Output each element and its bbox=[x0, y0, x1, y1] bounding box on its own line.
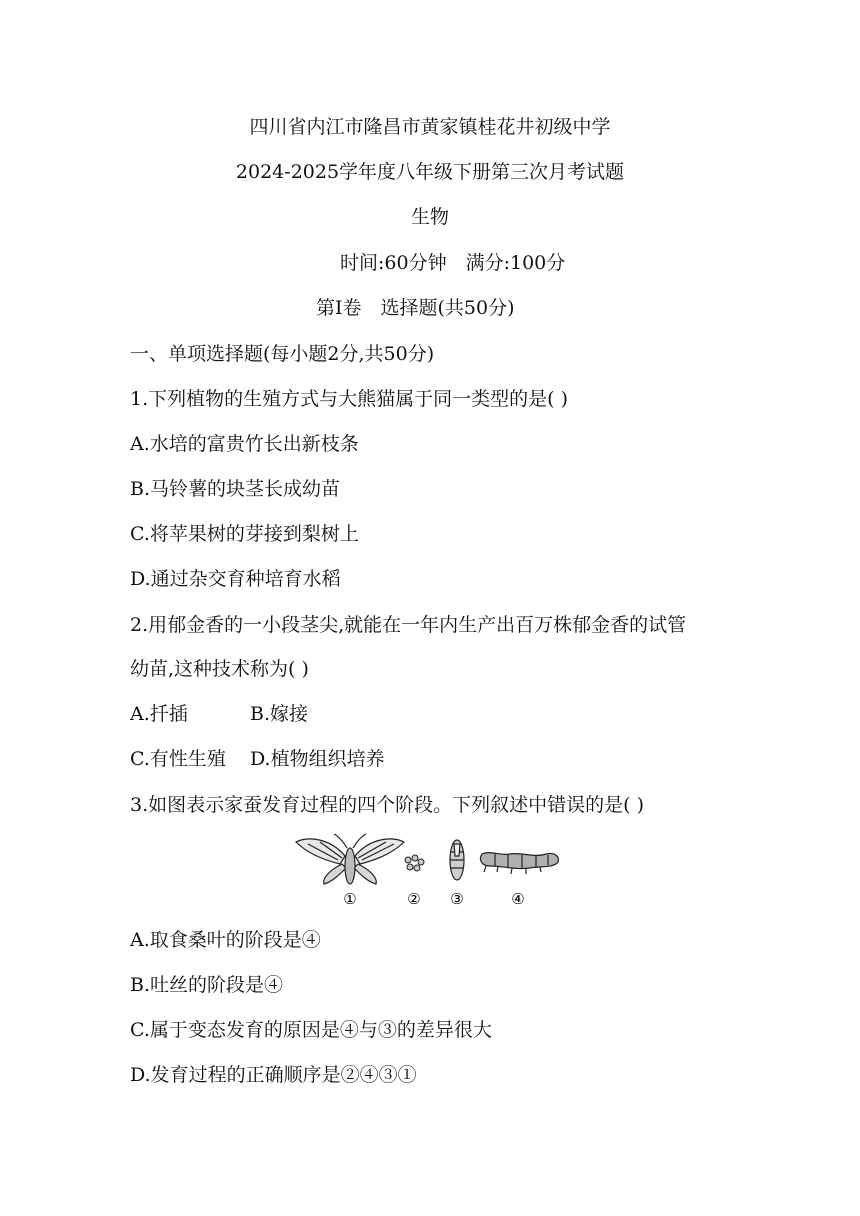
question-2-options-row1 bbox=[130, 701, 530, 727]
question-1-stem: 1.下列植物的生殖方式与大熊猫属于同一类型的是( ) bbox=[130, 388, 568, 410]
question-1-option-a: A.水培的富贵竹长出新枝条 bbox=[130, 433, 359, 455]
question-1-option-c: C.将苹果树的芽接到梨树上 bbox=[130, 523, 359, 545]
question-1-option-d: D.通过杂交育种培育水稻 bbox=[130, 568, 341, 590]
question-1-option-b: B.马铃薯的块茎长成幼苗 bbox=[130, 478, 341, 500]
question-3-option-c: C.属于变态发育的原因是④与③的差异很大 bbox=[130, 1019, 492, 1041]
question-2-option-a: A.扦插 bbox=[130, 703, 188, 725]
question-2-option-d: D.植物组织培养 bbox=[250, 748, 385, 770]
question-3-option-d: D.发育过程的正确顺序是②④③① bbox=[130, 1064, 417, 1086]
subject: 生物 bbox=[410, 206, 449, 228]
figure-label-3: ③ bbox=[450, 890, 464, 908]
eggs-icon bbox=[405, 855, 424, 871]
question-3-option-b: B.吐丝的阶段是④ bbox=[130, 974, 284, 996]
section-title: 一、单项选择题(每小题2分,共50分) bbox=[130, 343, 435, 365]
figure-label-4: ④ bbox=[511, 890, 525, 908]
silkworm-stages-illustration bbox=[290, 828, 570, 910]
question-2-stem-line2: 幼苗,这种技术称为( ) bbox=[130, 658, 309, 680]
question-2-option-c: C.有性生殖 bbox=[130, 748, 226, 770]
silkworm-figure bbox=[290, 828, 570, 910]
pupa-icon bbox=[450, 840, 464, 880]
exam-title: 2024-2025学年度八年级下册第三次月考试题 bbox=[235, 161, 625, 183]
time-score: 时间:60分钟 满分:100分 bbox=[340, 252, 566, 274]
figure-label-1: ① bbox=[343, 890, 357, 908]
question-3-stem: 3.如图表示家蚕发育过程的四个阶段。下列叙述中错误的是( ) bbox=[130, 794, 644, 816]
part-title: 第Ⅰ卷 选择题(共50分) bbox=[316, 297, 515, 319]
question-2-option-b: B.嫁接 bbox=[250, 703, 309, 725]
question-2-stem-line1: 2.用郁金香的一小段茎尖,就能在一年内生产出百万株郁金香的试管 bbox=[130, 614, 687, 636]
figure-label-2: ② bbox=[407, 890, 421, 908]
moth-icon bbox=[296, 834, 404, 884]
larva-icon bbox=[480, 853, 558, 874]
question-3-option-a: A.取食桑叶的阶段是④ bbox=[130, 929, 321, 951]
school-name: 四川省内江市隆昌市黄家镇桂花井初级中学 bbox=[249, 116, 611, 138]
question-2-options-row2 bbox=[130, 746, 530, 772]
